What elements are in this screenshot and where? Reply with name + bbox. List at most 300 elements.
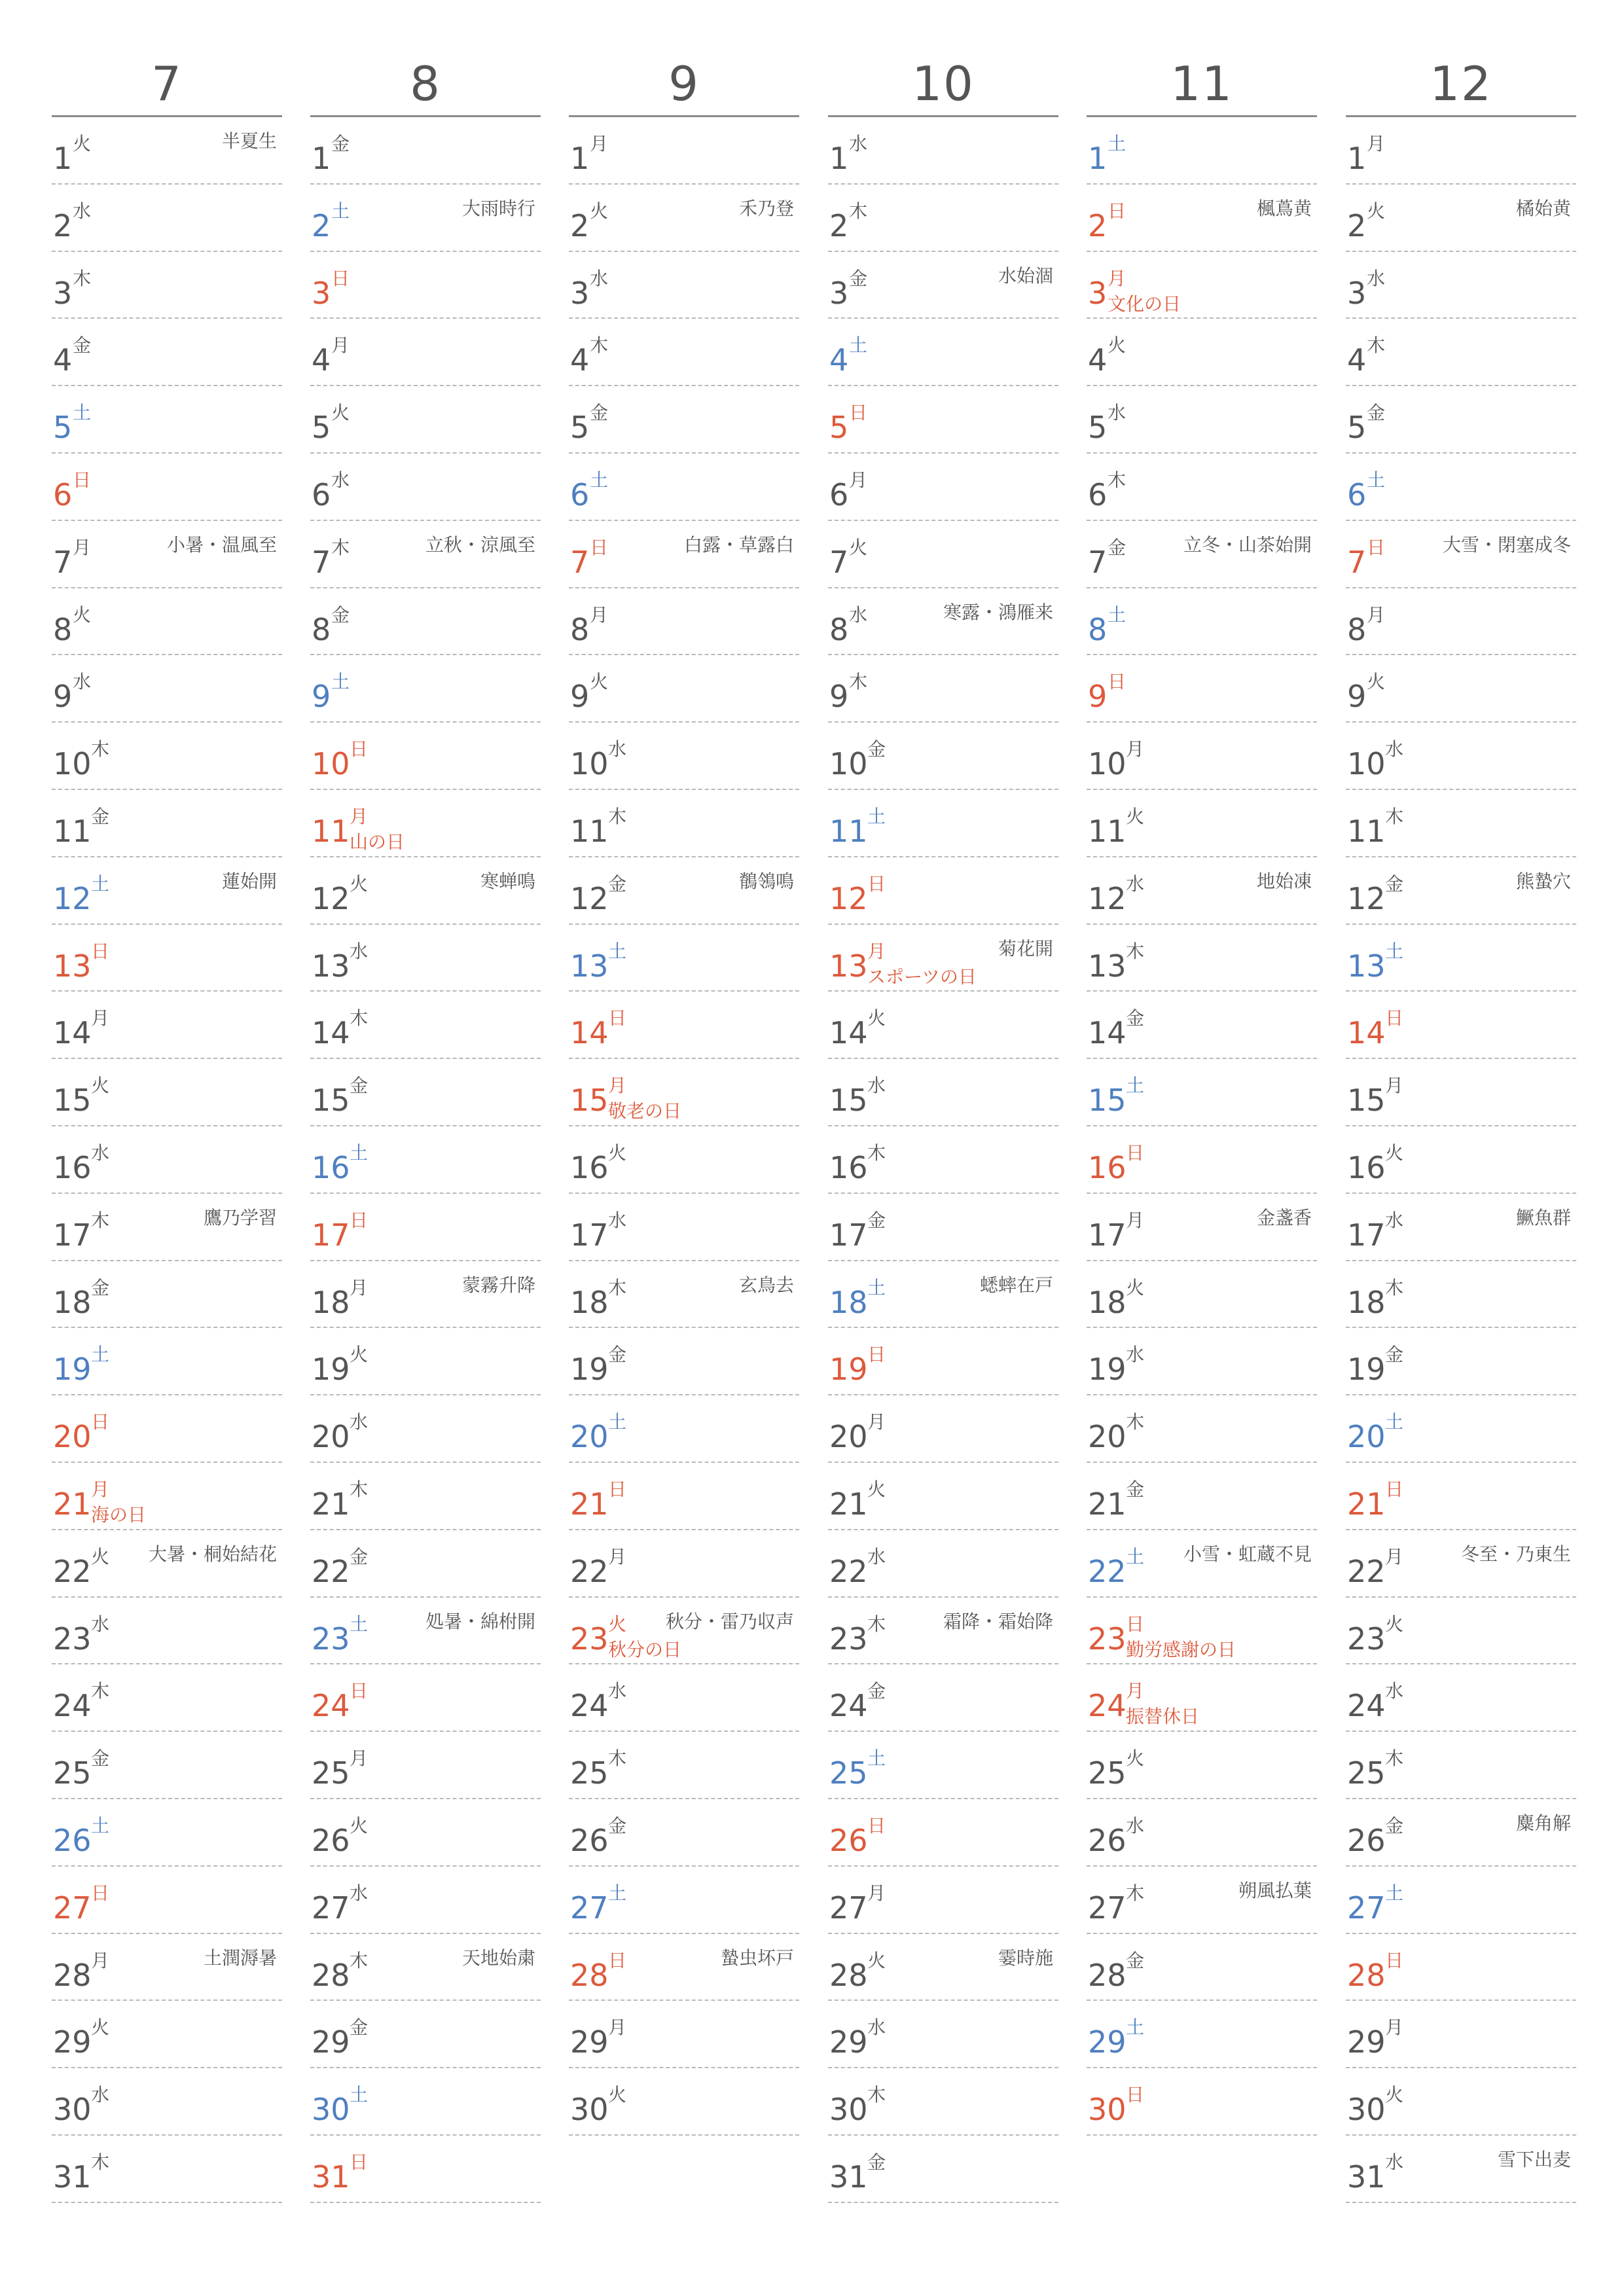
weekday-label: 土 [867, 1748, 886, 1770]
day-row [569, 2068, 799, 2136]
holiday-name: スポーツの日 [867, 965, 977, 988]
weekday-label: 土 [73, 402, 92, 424]
seasonal-term: 朔風払葉 [1238, 1879, 1312, 1901]
seasonal-term: 秋分・雷乃収声 [665, 1610, 794, 1632]
day-number: 26 [312, 1822, 350, 1858]
day-row [828, 925, 1058, 992]
day-row [1087, 319, 1317, 386]
weekday-label: 金 [1126, 1949, 1145, 1971]
day-number: 25 [570, 1755, 609, 1791]
weekday-label: 木 [1367, 334, 1386, 357]
day-row [310, 1059, 541, 1126]
weekday-label: 日 [73, 469, 92, 491]
day-row [52, 2001, 282, 2068]
weekday-label: 水 [590, 267, 609, 289]
day-number: 16 [829, 1149, 868, 1185]
day-number: 4 [53, 342, 73, 378]
day-number: 7 [312, 544, 331, 580]
seasonal-term: 鶺鴒鳴 [738, 870, 794, 892]
day-number: 11 [829, 813, 868, 849]
day-row [52, 2136, 282, 2203]
weekday-label: 金 [867, 1680, 886, 1702]
day-number: 14 [1088, 1015, 1127, 1051]
day-row [569, 1799, 799, 1867]
day-row [52, 723, 282, 790]
day-row [569, 185, 799, 252]
day-row [1087, 252, 1317, 319]
weekday-label: 木 [1126, 940, 1145, 962]
day-row [1087, 1328, 1317, 1395]
day-number: 24 [1347, 1688, 1386, 1724]
day-row [569, 1126, 799, 1194]
weekday-label: 月 [608, 1075, 627, 1097]
day-number: 19 [1347, 1352, 1386, 1388]
day-number: 13 [1088, 948, 1127, 984]
day-row [310, 1934, 541, 2001]
day-number: 12 [1347, 880, 1386, 916]
day-row [310, 319, 541, 386]
weekday-label: 金 [590, 402, 609, 424]
day-row [569, 117, 799, 185]
seasonal-term: 金盞香 [1256, 1206, 1312, 1229]
weekday-label: 水 [91, 1141, 110, 1164]
day-number: 21 [570, 1486, 609, 1522]
day-number: 20 [312, 1419, 350, 1455]
weekday-label: 火 [350, 1814, 369, 1837]
day-number: 23 [53, 1621, 92, 1657]
weekday-label: 木 [91, 1680, 110, 1702]
weekday-label: 水 [1385, 1209, 1404, 1231]
day-row [828, 1194, 1058, 1261]
day-row [52, 1261, 282, 1329]
weekday-label: 月 [1108, 267, 1127, 289]
day-row [52, 857, 282, 925]
day-number: 22 [1347, 1553, 1386, 1589]
day-number: 31 [53, 2159, 92, 2195]
weekday-label: 木 [91, 738, 110, 761]
day-number: 25 [53, 1755, 92, 1791]
weekday-label: 火 [608, 1141, 627, 1164]
day-row [1087, 1261, 1317, 1329]
day-row [52, 588, 282, 656]
weekday-label: 火 [1385, 1141, 1404, 1164]
day-row [1087, 857, 1317, 925]
day-number: 10 [53, 746, 92, 782]
weekday-label: 金 [91, 1276, 110, 1299]
seasonal-term: 半夏生 [221, 130, 277, 152]
day-row [1346, 319, 1576, 386]
day-row [1346, 1934, 1576, 2001]
weekday-label: 水 [849, 603, 868, 626]
day-number: 19 [53, 1352, 92, 1388]
day-number: 30 [829, 2092, 868, 2128]
day-number: 28 [1088, 1957, 1127, 1993]
weekday-label: 土 [1126, 1545, 1145, 1568]
month-column [569, 52, 799, 2136]
weekday-label: 金 [91, 805, 110, 827]
weekday-label: 水 [1108, 402, 1127, 424]
day-row [569, 521, 799, 588]
weekday-label: 水 [1385, 1680, 1404, 1702]
day-number: 3 [312, 275, 331, 311]
weekday-label: 水 [867, 2017, 886, 2039]
day-number: 30 [312, 2092, 350, 2128]
day-row [1346, 117, 1576, 185]
day-row [569, 1059, 799, 1126]
day-number: 23 [829, 1621, 868, 1657]
day-row [828, 252, 1058, 319]
day-number: 5 [53, 410, 73, 446]
day-row [1087, 1664, 1317, 1732]
day-number: 14 [829, 1015, 868, 1051]
day-row [1087, 2068, 1317, 2136]
day-row [52, 1598, 282, 1665]
weekday-label: 日 [608, 1478, 627, 1500]
day-number: 12 [1088, 880, 1127, 916]
day-row [1346, 2136, 1576, 2203]
day-row [569, 319, 799, 386]
weekday-label: 金 [1385, 872, 1404, 895]
weekday-label: 金 [1367, 402, 1386, 424]
day-row [1346, 925, 1576, 992]
weekday-label: 日 [1385, 1949, 1404, 1971]
weekday-label: 木 [91, 1209, 110, 1231]
weekday-label: 金 [849, 267, 868, 289]
day-row [1087, 1395, 1317, 1463]
seasonal-term: 大雨時行 [461, 197, 535, 219]
month-header: 9 [569, 52, 799, 117]
seasonal-term: 小雪・虹蔵不見 [1183, 1543, 1312, 1565]
day-row [310, 1126, 541, 1194]
day-row [828, 1732, 1058, 1799]
day-row [1346, 2068, 1576, 2136]
weekday-label: 日 [91, 1882, 110, 1904]
day-number: 15 [1088, 1083, 1127, 1119]
day-row [1346, 655, 1576, 723]
day-row [52, 521, 282, 588]
day-number: 24 [829, 1688, 868, 1724]
day-number: 10 [1347, 746, 1386, 782]
day-row [1087, 1059, 1317, 1126]
seasonal-term: 橘始黄 [1515, 197, 1571, 219]
weekday-label: 土 [91, 1344, 110, 1366]
weekday-label: 月 [867, 1882, 886, 1904]
seasonal-term: 楓蔦黄 [1256, 197, 1312, 219]
weekday-label: 月 [91, 1949, 110, 1971]
day-number: 14 [1347, 1015, 1386, 1051]
day-number: 2 [1088, 207, 1108, 243]
day-row [1346, 454, 1576, 521]
weekday-label: 木 [1108, 469, 1127, 491]
day-number: 26 [570, 1822, 609, 1858]
day-row [828, 2068, 1058, 2136]
weekday-label: 日 [867, 1344, 886, 1366]
holiday-name: 勤労感謝の日 [1126, 1638, 1236, 1660]
day-row [52, 1126, 282, 1194]
day-row [569, 1934, 799, 2001]
day-row [310, 1463, 541, 1530]
weekday-label: 土 [1108, 133, 1127, 154]
weekday-label: 火 [608, 2084, 627, 2106]
weekday-label: 水 [849, 133, 868, 154]
day-number: 5 [1347, 410, 1367, 446]
seasonal-term: 大暑・桐始結花 [148, 1543, 277, 1565]
seasonal-term: 霜降・霜始降 [943, 1610, 1053, 1632]
weekday-label: 木 [350, 1007, 369, 1030]
day-row [828, 1059, 1058, 1126]
day-number: 27 [53, 1890, 92, 1926]
weekday-label: 土 [867, 805, 886, 827]
month-header: 10 [828, 52, 1058, 117]
weekday-label: 月 [1367, 603, 1386, 626]
day-number: 20 [1088, 1419, 1127, 1455]
day-number: 15 [1347, 1083, 1386, 1119]
day-number: 10 [829, 746, 868, 782]
day-row [828, 1598, 1058, 1665]
weekday-label: 火 [590, 671, 609, 693]
seasonal-term: 蒙霧升降 [461, 1274, 535, 1296]
weekday-label: 月 [1385, 1075, 1404, 1097]
day-row [1087, 1530, 1317, 1598]
weekday-label: 金 [1126, 1478, 1145, 1500]
day-number: 27 [1088, 1890, 1127, 1926]
weekday-label: 木 [849, 200, 868, 222]
day-row [310, 723, 541, 790]
day-number: 7 [1347, 544, 1367, 580]
day-row [828, 1126, 1058, 1194]
day-row [569, 1732, 799, 1799]
day-number: 11 [570, 813, 609, 849]
day-number: 20 [570, 1419, 609, 1455]
day-row [569, 1664, 799, 1732]
day-number: 16 [1088, 1149, 1127, 1185]
day-number: 4 [312, 342, 331, 378]
day-row [310, 1261, 541, 1329]
weekday-label: 木 [73, 267, 92, 289]
seasonal-term: 寒露・鴻雁来 [943, 601, 1053, 623]
seasonal-term: 雪下出麦 [1497, 2148, 1571, 2170]
day-row [310, 1530, 541, 1598]
weekday-label: 木 [1126, 1882, 1145, 1904]
seasonal-term: 大雪・閉塞成冬 [1442, 533, 1571, 556]
day-row [569, 655, 799, 723]
day-number: 3 [53, 275, 73, 311]
day-number: 12 [570, 880, 609, 916]
day-row [1346, 723, 1576, 790]
day-row [52, 2068, 282, 2136]
seasonal-term: 処暑・綿柎開 [425, 1610, 535, 1632]
day-row [52, 1664, 282, 1732]
day-number: 31 [1347, 2159, 1386, 2195]
month-column [52, 52, 282, 2203]
weekday-label: 水 [91, 1613, 110, 1635]
day-row [310, 1395, 541, 1463]
day-row [310, 185, 541, 252]
day-row [828, 790, 1058, 857]
day-row [52, 1799, 282, 1867]
day-row [1346, 1395, 1576, 1463]
day-row [569, 454, 799, 521]
day-row [828, 2136, 1058, 2203]
day-row [1087, 1598, 1317, 1665]
day-number: 1 [1347, 141, 1367, 176]
weekday-label: 月 [867, 1411, 886, 1433]
seasonal-term: 熊蟄穴 [1515, 870, 1571, 892]
weekday-label: 金 [350, 1545, 369, 1568]
day-number: 6 [570, 476, 590, 512]
seasonal-term: 禾乃登 [738, 197, 794, 219]
day-number: 1 [1088, 141, 1108, 176]
day-row [1346, 1463, 1576, 1530]
day-number: 13 [1347, 948, 1386, 984]
day-number: 26 [829, 1822, 868, 1858]
day-row [310, 1598, 541, 1665]
weekday-label: 月 [91, 1007, 110, 1030]
day-number: 8 [53, 611, 73, 647]
weekday-label: 日 [867, 872, 886, 895]
day-row [1087, 1934, 1317, 2001]
day-number: 25 [312, 1755, 350, 1791]
day-row [52, 1328, 282, 1395]
weekday-label: 水 [1385, 738, 1404, 761]
weekday-label: 木 [867, 1141, 886, 1164]
day-number: 16 [53, 1149, 92, 1185]
day-row [1346, 386, 1576, 454]
day-number: 31 [312, 2159, 350, 2195]
day-row [1346, 1867, 1576, 1934]
day-number: 8 [829, 611, 849, 647]
day-row [310, 1867, 541, 1934]
day-number: 20 [829, 1419, 868, 1455]
day-row [310, 992, 541, 1059]
weekday-label: 土 [608, 1882, 627, 1904]
day-number: 17 [312, 1217, 350, 1253]
day-row [1346, 1194, 1576, 1261]
day-row [569, 790, 799, 857]
day-number: 9 [53, 679, 73, 715]
day-row [52, 1194, 282, 1261]
day-number: 22 [829, 1553, 868, 1589]
weekday-label: 水 [1385, 2151, 1404, 2173]
weekday-label: 水 [350, 1411, 369, 1433]
day-number: 28 [53, 1957, 92, 1993]
day-number: 24 [312, 1688, 350, 1724]
day-number: 7 [1088, 544, 1108, 580]
holiday-name: 文化の日 [1108, 293, 1182, 315]
day-number: 19 [570, 1352, 609, 1388]
weekday-label: 土 [350, 1613, 369, 1635]
weekday-label: 金 [1108, 536, 1127, 558]
weekday-label: 月 [1126, 1209, 1145, 1231]
weekday-label: 火 [1126, 1748, 1145, 1770]
weekday-label: 木 [1385, 1276, 1404, 1299]
weekday-label: 日 [91, 1411, 110, 1433]
day-number: 4 [1347, 342, 1367, 378]
weekday-label: 金 [867, 738, 886, 761]
day-number: 8 [570, 611, 590, 647]
day-row [52, 1463, 282, 1530]
day-row [828, 1867, 1058, 1934]
day-row [310, 2001, 541, 2068]
day-number: 2 [829, 207, 849, 243]
day-number: 3 [570, 275, 590, 311]
day-row [310, 655, 541, 723]
day-number: 4 [1088, 342, 1108, 378]
day-row [52, 1867, 282, 1934]
day-number: 2 [53, 207, 73, 243]
seasonal-term: 立冬・山茶始開 [1183, 533, 1312, 556]
day-number: 6 [312, 476, 331, 512]
weekday-label: 金 [1385, 1814, 1404, 1837]
day-row [1087, 1126, 1317, 1194]
weekday-label: 金 [867, 2151, 886, 2173]
day-number: 7 [53, 544, 73, 580]
day-number: 25 [829, 1755, 868, 1791]
day-row [1087, 117, 1317, 185]
weekday-label: 金 [350, 1075, 369, 1097]
weekday-label: 火 [590, 200, 609, 222]
weekday-label: 金 [608, 1344, 627, 1366]
weekday-label: 火 [350, 1344, 369, 1366]
day-number: 27 [829, 1890, 868, 1926]
day-row [52, 185, 282, 252]
seasonal-term: 立秋・涼風至 [425, 533, 535, 556]
day-row [52, 319, 282, 386]
weekday-label: 木 [1126, 1411, 1145, 1433]
weekday-label: 水 [350, 940, 369, 962]
day-row [828, 723, 1058, 790]
day-number: 24 [1088, 1688, 1127, 1724]
weekday-label: 日 [350, 1680, 369, 1702]
seasonal-term: 天地始粛 [461, 1946, 535, 1969]
day-row [828, 1664, 1058, 1732]
day-number: 5 [1088, 410, 1108, 446]
weekday-label: 水 [867, 1075, 886, 1097]
weekday-label: 土 [1385, 1882, 1404, 1904]
weekday-label: 日 [590, 536, 609, 558]
weekday-label: 木 [1385, 1748, 1404, 1770]
weekday-label: 土 [867, 1276, 886, 1299]
weekday-label: 土 [1108, 603, 1127, 626]
day-row [310, 386, 541, 454]
day-number: 2 [570, 207, 590, 243]
day-number: 17 [570, 1217, 609, 1253]
weekday-label: 月 [350, 805, 369, 827]
weekday-label: 火 [91, 1545, 110, 1568]
day-row [1346, 1261, 1576, 1329]
weekday-label: 土 [1126, 2017, 1145, 2039]
weekday-label: 火 [867, 1949, 886, 1971]
day-number: 9 [1088, 679, 1108, 715]
month-column [828, 52, 1058, 2203]
day-row [310, 2136, 541, 2203]
weekday-label: 木 [590, 334, 609, 357]
weekday-label: 木 [608, 805, 627, 827]
day-row [310, 2068, 541, 2136]
weekday-label: 日 [1367, 536, 1386, 558]
weekday-label: 火 [608, 1613, 627, 1635]
weekday-label: 土 [331, 200, 350, 222]
day-number: 30 [53, 2092, 92, 2128]
day-row [1346, 1530, 1576, 1598]
weekday-label: 土 [608, 1411, 627, 1433]
day-row [1346, 185, 1576, 252]
weekday-label: 金 [608, 1814, 627, 1837]
weekday-label: 土 [1126, 1075, 1145, 1097]
day-row [569, 1261, 799, 1329]
weekday-label: 日 [608, 1007, 627, 1030]
weekday-label: 火 [73, 603, 92, 626]
